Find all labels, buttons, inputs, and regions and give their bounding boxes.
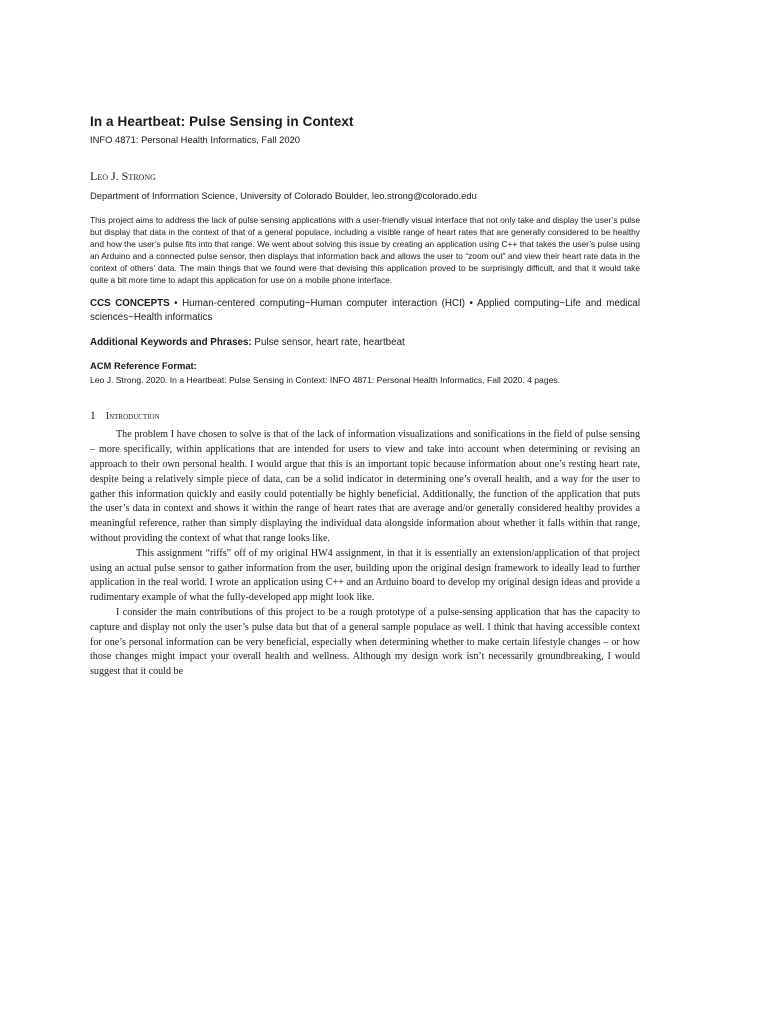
paper-content (90, 114, 640, 680)
keywords (90, 336, 640, 350)
ccs-label: CCS CONCEPTS (90, 298, 170, 310)
abstract: This project aims to address the lack of pulse sensing applications with a user-friendly visual interface that not only take and display the user’s pulse but display that data in the context of that of a general populace, including a visible range of heart rates that are generally considered to be healthy and how the user’s pulse fits into that range. We went about solving this issue by creating an application using C++ that takes the user’s pulse using an Arduino and a connected pulse sensor, then displays that information back and allows the user to “zoom out” and view their heart rate data in the context of others’ data. The main things that we found were that devising this application proved to be surprisingly difficult, and that it would take quite a bit more time to adapt this application for use on a mobile phone interface. (90, 215, 640, 285)
keywords-label: Additional Keywords and Phrases: (90, 337, 252, 349)
section-title: Introduction (105, 411, 160, 423)
acm-reference-heading: ACM Reference Format: (90, 360, 197, 372)
paper-title: In a Heartbeat: Pulse Sensing in Context (90, 114, 354, 129)
body-paragraph-2: This assignment “riffs” off of my original HW4 assignment, in that it is essentially an extension/application of that project using an actual pulse sensor to gather information from the user, building upon the original design framework to ideally lead to further application in the real world. I wrote an application using C++ and an Arduino board to develop my original design ideas and provide a rudimentary example of what the fully-developed app might look like. (90, 547, 640, 604)
course-subtitle: INFO 4871: Personal Health Informatics, Fall 2020 (90, 134, 300, 145)
section-heading (90, 410, 640, 422)
ccs-concepts (90, 297, 640, 325)
acm-reference-text: Leo J. Strong. 2020. In a Heartbeat: Pulse Sensing in Context: INFO 4871: Personal Health Informatics, Fall 2020. 4 pages. (90, 375, 561, 386)
body-paragraph-3: I consider the main contributions of this project to be a rough prototype of a pulse-sensing application that has the capacity to capture and display not only the user’s pulse data but that of a general sample populace as well. I think that having accessible context for one’s personal information can be very beneficial, especially when determining whether to make certain lifestyle changes – or how those changes might impact your overall health and wellness. Although my design work isn’t necessarily groundbreaking, I would suggest that it could be (90, 607, 640, 678)
ccs-text: • Human-centered computing~Human computer interaction (HCI) • Applied computing~Life and medical sciences~Health informatics (90, 298, 640, 324)
body-paragraph-1: The problem I have chosen to solve is that of the lack of information visualizations and sonifications in the field of pulse sensing – more specifically, within applications that are intended for users to view and take into account when determining or revising an approach to their own personal health. I would argue that this is an important topic because information about one’s resting heart rate, despite being a relatively simple piece of data, can be a solid indicator in determining one’s overall health, and a way for the user to gather this information quickly and easily could potentially be highly beneficial. Additionally, the function of the application that puts the user’s data in context and shows it within the range of heart rates that are average and/or generally considered healthy provides a meaningful reference, rather than simply displaying the individual data alongside information about whether it falls within that range, without providing the context of what that range looks like. (90, 429, 640, 545)
author-affiliation: Department of Information Science, University of Colorado Boulder, leo.strong@colorado.edu (90, 190, 477, 201)
keywords-text: Pulse sensor, heart rate, heartbeat (254, 337, 405, 349)
section-number: 1 (90, 410, 96, 423)
author-name: Leo J. Strong (90, 169, 156, 183)
